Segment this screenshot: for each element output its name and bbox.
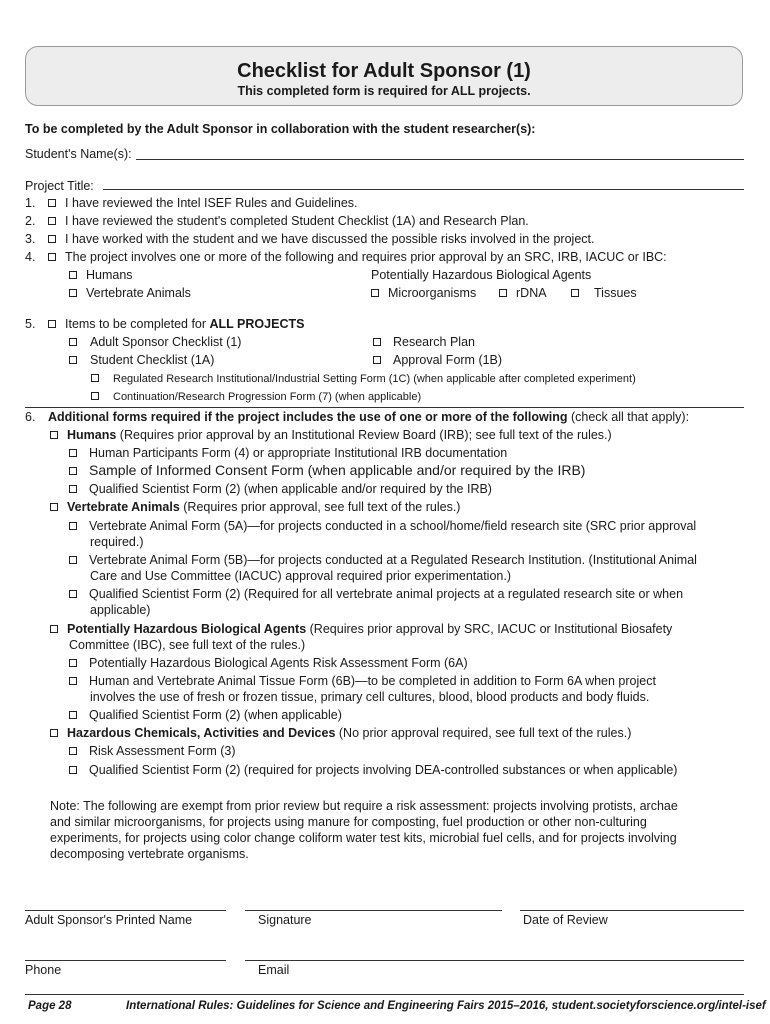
item-number: 1.	[25, 196, 36, 210]
checkbox[interactable]	[69, 659, 77, 667]
item-number: 4.	[25, 250, 36, 264]
item-text: (check all that apply):	[567, 410, 690, 424]
printed-name-label: Adult Sponsor's Printed Name	[25, 913, 193, 927]
checkbox[interactable]	[69, 590, 77, 598]
item-3	[25, 231, 35, 247]
vertebrate-qualified-scientist	[69, 586, 683, 602]
item-number: 3.	[25, 232, 36, 246]
item-text-bold: ALL PROJECTS	[209, 317, 305, 331]
option-label: Qualified Scientist Form (2) (when applicable)	[89, 708, 342, 722]
option-label: Human Participants Form (4) or appropriate Institutional IRB documentation	[89, 446, 508, 460]
option-humans	[69, 267, 133, 283]
email-field[interactable]	[245, 960, 744, 961]
checkbox[interactable]	[50, 431, 58, 439]
signature-field[interactable]	[245, 910, 502, 911]
vertebrate-form-5b	[69, 552, 697, 568]
checkbox[interactable]	[69, 485, 77, 493]
note-line: experiments, for projects using color change coliform water test kits, microbial fuel cells, and for projects involving	[50, 831, 677, 845]
checkbox[interactable]	[48, 320, 56, 328]
item-number: 2.	[25, 214, 36, 228]
signature-label: Signature	[258, 913, 312, 927]
option-label: Regulated Research Institutional/Industrial Setting Form (1C) (when applicable after completed experiment)	[113, 373, 636, 385]
option-label: Qualified Scientist Form (2) (required for projects involving DEA-controlled substances or when applicable)	[89, 763, 678, 777]
item-2	[25, 213, 35, 229]
option-label: Research Plan	[393, 335, 475, 349]
option-label: Microorganisms	[388, 286, 477, 300]
section-desc: (Requires prior approval, see full text of the rules.)	[179, 500, 461, 514]
checkbox[interactable]	[50, 625, 58, 633]
option-form-7	[91, 389, 421, 405]
option-research-plan	[373, 334, 475, 350]
checkbox[interactable]	[69, 289, 77, 297]
item-2-row	[48, 213, 529, 229]
phba-form-6b	[69, 673, 656, 689]
option-label: Vertebrate Animals	[86, 286, 191, 300]
checkbox[interactable]	[69, 449, 77, 457]
option-label: Sample of Informed Consent Form (when applicable and/or required by the IRB)	[89, 462, 586, 478]
checkbox[interactable]	[69, 271, 77, 279]
item-number: 5.	[25, 317, 36, 331]
email-label: Email	[258, 963, 290, 977]
section-desc: (No prior approval required, see full text of the rules.)	[335, 726, 632, 740]
page-number: Page 28	[28, 1000, 72, 1012]
option-label: Qualified Scientist Form (2) (when applicable and/or required by the IRB)	[89, 482, 492, 496]
checkbox[interactable]	[69, 677, 77, 685]
note-line: decomposing vertebrate organisms.	[50, 847, 249, 861]
checkbox[interactable]	[373, 356, 381, 364]
phba-section-desc-cont: Committee (IBC), see full text of the rules.)	[69, 638, 306, 652]
option-label: Risk Assessment Form (3)	[89, 744, 236, 758]
option-label: Human and Vertebrate Animal Tissue Form (6B)—to be completed in addition to Form 6A when project	[89, 674, 656, 688]
checkbox[interactable]	[373, 338, 381, 346]
checkbox[interactable]	[50, 503, 58, 511]
hazard-form-3	[69, 743, 236, 759]
hazard-qualified-scientist	[69, 762, 677, 778]
phba-form-6b-cont: involves the use of fresh or frozen tissue, primary cell cultures, blood, blood products and body fluids.	[90, 690, 650, 704]
item-3-row	[48, 231, 594, 247]
students-name-label: Student's Name(s):	[25, 147, 132, 161]
phba-form-6a	[69, 655, 468, 671]
item-6	[25, 409, 35, 425]
section-label: Vertebrate Animals	[67, 500, 180, 514]
hazard-section	[50, 725, 631, 741]
option-rdna	[499, 285, 547, 301]
checkbox[interactable]	[499, 289, 507, 297]
checkbox[interactable]	[69, 467, 77, 475]
item-5-row	[48, 316, 304, 332]
humans-qualified-scientist	[69, 481, 492, 497]
checkbox[interactable]	[91, 374, 99, 382]
item-6-text	[48, 409, 689, 425]
option-label: Humans	[86, 268, 133, 282]
project-title-field[interactable]	[103, 189, 744, 190]
item-1-row	[48, 195, 358, 211]
option-label: Approval Form (1B)	[393, 353, 503, 367]
item-number: 6.	[25, 410, 36, 424]
note-line: Note: The following are exempt from prior review but require a risk assessment: projects involving protists, archae	[50, 799, 678, 813]
checkbox[interactable]	[91, 392, 99, 400]
checkbox[interactable]	[371, 289, 379, 297]
vertebrate-form-5a-cont: required.)	[90, 535, 144, 549]
checkbox[interactable]	[69, 711, 77, 719]
checkbox[interactable]	[69, 338, 77, 346]
humans-informed-consent	[69, 462, 585, 478]
note-line: and similar microorganisms, for projects using manure for composting, fuel production or other non-culturing	[50, 815, 647, 829]
checkbox[interactable]	[69, 556, 77, 564]
option-label: Adult Sponsor Checklist (1)	[90, 335, 242, 349]
checkbox[interactable]	[48, 235, 56, 243]
section-desc: (Requires prior approval by an Institutional Review Board (IRB); see full text of the rules.)	[116, 428, 612, 442]
option-label: Student Checklist (1A)	[90, 353, 215, 367]
intro-text: To be completed by the Adult Sponsor in collaboration with the student researcher(s):	[25, 122, 536, 136]
checkbox[interactable]	[69, 766, 77, 774]
option-approval-form	[373, 352, 502, 368]
option-student-checklist	[69, 352, 214, 368]
item-4	[25, 249, 35, 265]
option-vertebrate	[69, 285, 191, 301]
phone-field[interactable]	[25, 960, 226, 961]
option-microorganisms	[371, 285, 476, 301]
item-text-bold: Additional forms required if the project includes the use of one or more of the following	[48, 410, 568, 424]
option-label: Potentially Hazardous Biological Agents Risk Assessment Form (6A)	[89, 656, 468, 670]
item-text: The project involves one or more of the following and requires prior approval by an SRC, IRB, IACUC or IBC:	[65, 250, 667, 264]
section-label: Potentially Hazardous Biological Agents	[67, 622, 307, 636]
form-header	[25, 46, 743, 106]
option-tissues	[571, 285, 637, 301]
option-label: Continuation/Research Progression Form (7) (when applicable)	[113, 391, 422, 403]
date-of-review-field[interactable]	[520, 910, 744, 911]
form-title: Checklist for Adult Sponsor (1)	[237, 60, 531, 82]
form-subtitle: This completed form is required for ALL projects.	[237, 84, 531, 98]
phba-section	[50, 621, 672, 637]
checkbox[interactable]	[48, 199, 56, 207]
checkbox[interactable]	[48, 217, 56, 225]
option-form-1c	[91, 371, 636, 387]
footer-text: International Rules: Guidelines for Science and Engineering Fairs 2015–2016, student.societyforscience.org/intel-isef	[126, 1000, 766, 1012]
section-label: Hazardous Chemicals, Activities and Devices	[67, 726, 336, 740]
section-label: Humans	[67, 428, 117, 442]
item-text: I have reviewed the student's completed Student Checklist (1A) and Research Plan.	[65, 214, 529, 228]
humans-form-4	[69, 445, 507, 461]
section-divider	[25, 407, 744, 408]
item-text: I have reviewed the Intel ISEF Rules and Guidelines.	[65, 196, 358, 210]
checkbox[interactable]	[69, 747, 77, 755]
checkbox[interactable]	[48, 253, 56, 261]
vertebrate-form-5b-cont: Care and Use Committee (IACUC) approval required prior experimentation.)	[90, 569, 512, 583]
item-text: Items to be completed for	[65, 317, 210, 331]
students-name-field[interactable]	[136, 159, 744, 160]
phone-label: Phone	[25, 963, 62, 977]
checkbox[interactable]	[69, 356, 77, 364]
item-1	[25, 195, 35, 211]
item-text: I have worked with the student and we have discussed the possible risks involved in the project.	[65, 232, 595, 246]
humans-section	[50, 427, 612, 443]
section-desc: (Requires prior approval by SRC, IACUC or Institutional Biosafety	[306, 622, 673, 636]
item-4-row	[48, 249, 667, 265]
vertebrate-section	[50, 499, 460, 515]
option-label: Tissues	[594, 286, 637, 300]
phba-heading: Potentially Hazardous Biological Agents	[371, 268, 592, 282]
option-adult-sponsor-checklist	[69, 334, 241, 350]
option-label: Vertebrate Animal Form (5A)—for projects conducted in a school/home/field research site (SRC prior approval	[89, 519, 697, 533]
vertebrate-qualified-scientist-cont: applicable)	[90, 603, 151, 617]
footer-rule	[25, 994, 744, 995]
checkbox[interactable]	[571, 289, 579, 297]
option-label: rDNA	[516, 286, 547, 300]
option-label: Qualified Scientist Form (2) (Required for all vertebrate animal projects at a regulated research site or when	[89, 587, 684, 601]
checkbox[interactable]	[50, 729, 58, 737]
phba-qualified-scientist	[69, 707, 342, 723]
project-title-label: Project Title:	[25, 179, 94, 193]
option-label: Vertebrate Animal Form (5B)—for projects conducted at a Regulated Research Institution. (Institutional Animal	[89, 553, 697, 567]
item-5	[25, 316, 35, 332]
date-of-review-label: Date of Review	[523, 913, 608, 927]
checkbox[interactable]	[69, 522, 77, 530]
vertebrate-form-5a	[69, 518, 696, 534]
printed-name-field[interactable]	[25, 910, 226, 911]
